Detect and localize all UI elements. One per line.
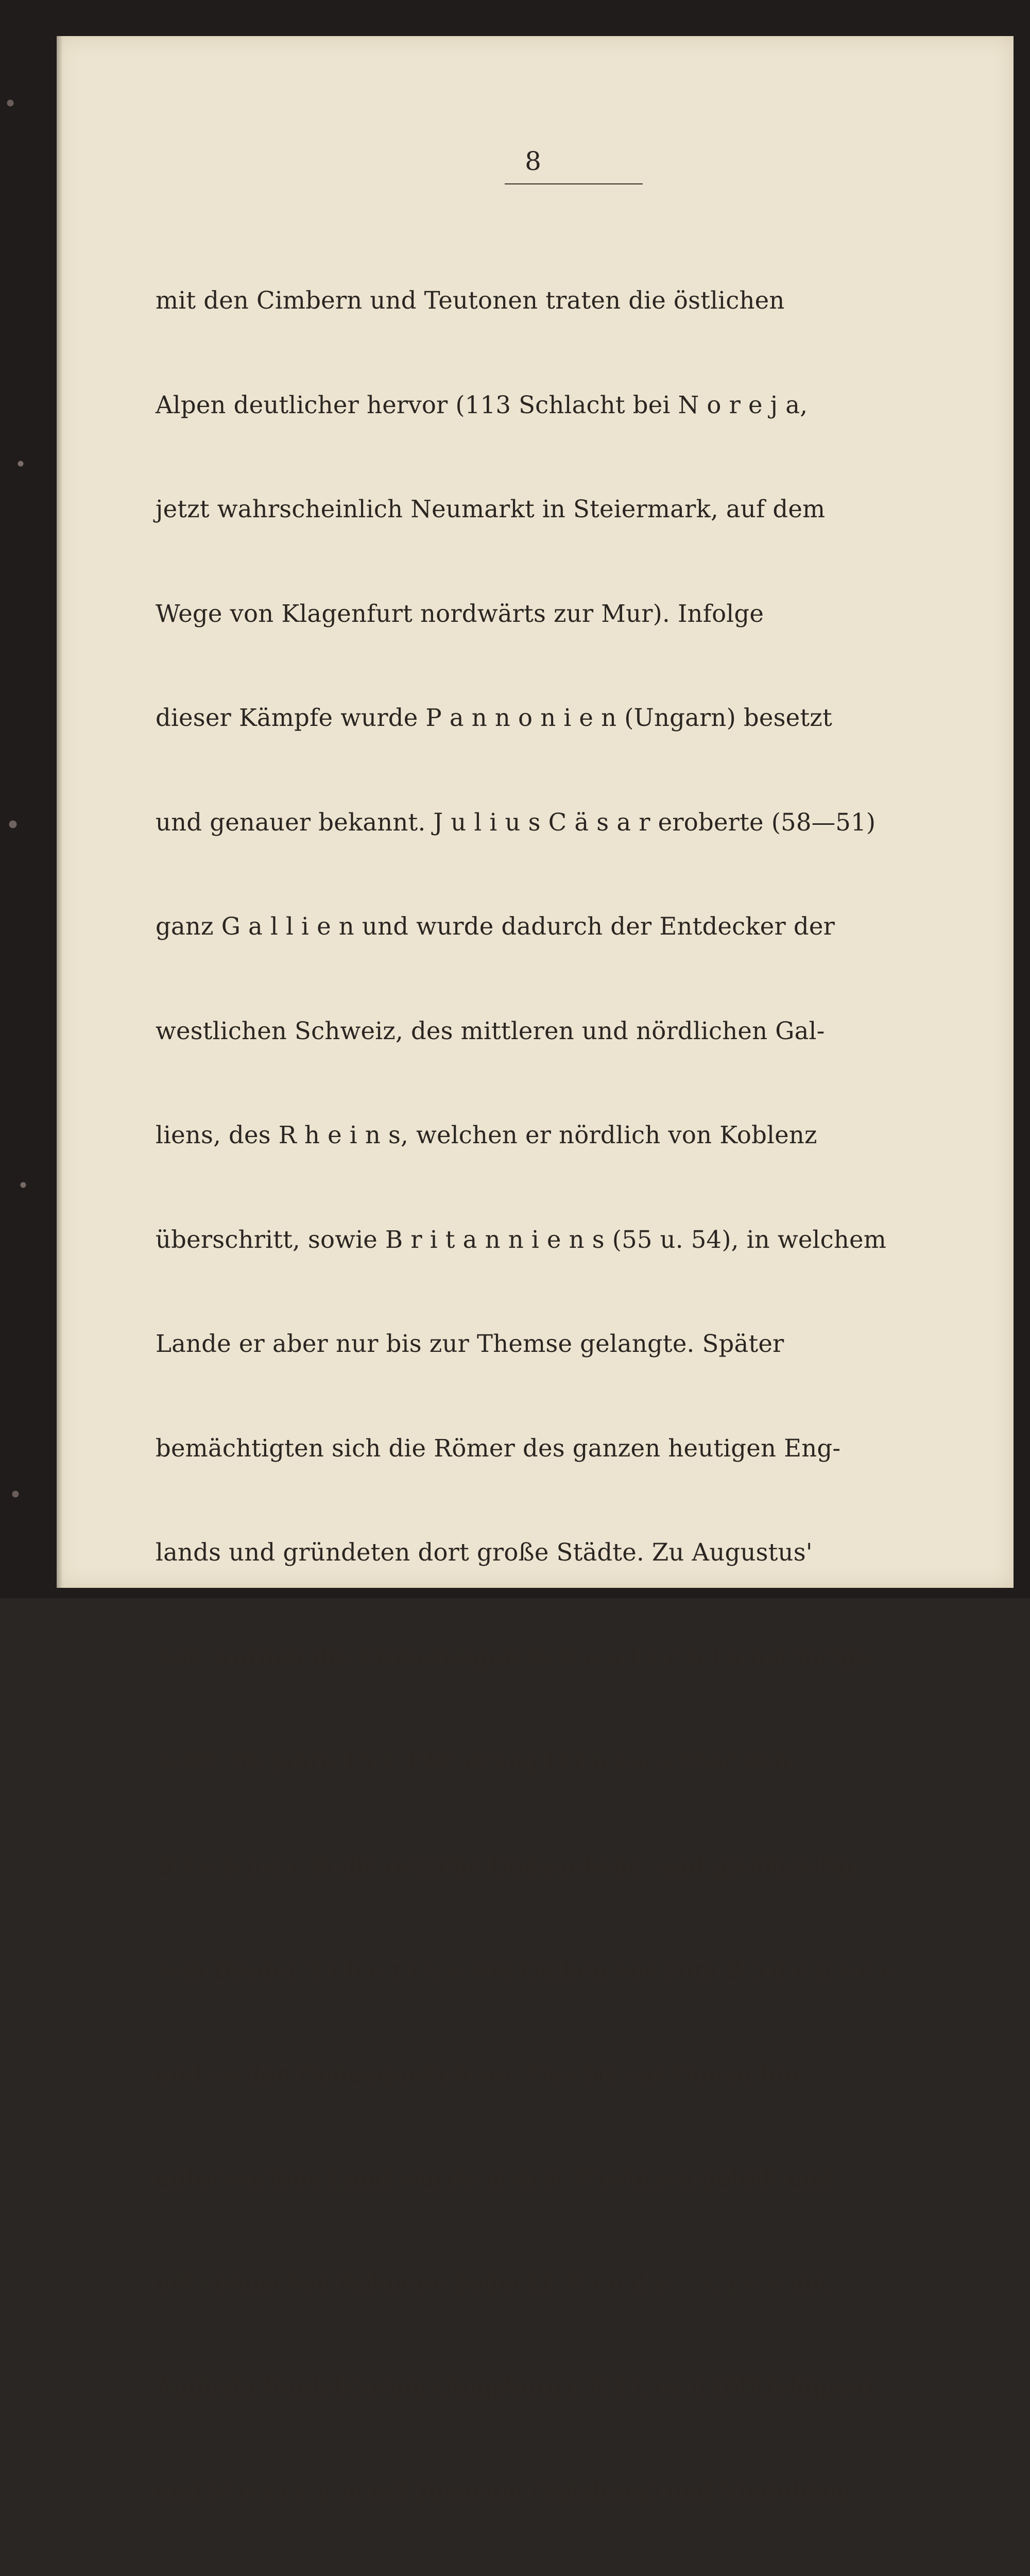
text-line: mit den Cimbern und Teutonen traten die östlichen: [156, 286, 785, 314]
page-number-text: 8: [525, 146, 541, 176]
text-line: mit römischen Kolonien bedeckt: V i n d e l i c i e n mit: [156, 2268, 830, 2297]
text-line: lands und gründeten dort große Städte. Zu Augustus': [156, 1538, 813, 1566]
text-line: westlichen Schweiz, des mittleren und nördlichen Gal-: [156, 1016, 825, 1045]
text-line: Zeit wurden die Eroberungen in D e u t s c h l a n d fortge-: [156, 1642, 879, 1671]
text-line: und N o r i c u m mit Juvavum (Salzburg) und Vindobŏna: [156, 2477, 852, 2505]
text-line: B r e n n e r in die östliche Donauebene, und gleichzeitig: [156, 1851, 854, 1879]
text-line: sein Bruder T i b e r i u s von Gallien aus zum B o d e n s e e: [156, 1956, 897, 1984]
text-line: liens, des R h e i n s, welchen er nördlich von Koblenz: [156, 1121, 817, 1149]
text-line: Alpen deutlicher hervor (113 Schlacht bei N o r e j a,: [156, 391, 808, 419]
header-rule: [505, 183, 643, 184]
text-line: jetzt wahrscheinlich Neumarkt in Steiermark, auf dem: [156, 495, 826, 523]
text-line: überschritt, sowie B r i t a n n i e n s (55 u. 54), in welchem: [156, 1225, 887, 1253]
body-text: [156, 214, 928, 2576]
text-line: Wege von Klagenfurt nordwärts zur Mur). Infolge: [156, 599, 764, 628]
text-line: Augusta Vindelicorum (Augsburg), R ä t i e n (Mittelalpen): [156, 2373, 874, 2401]
text-line: und genauer bekannt. J u l i u s C ä s a r eroberte (58—51): [156, 808, 876, 836]
text-line: bemächtigten sich die Römer des ganzen heutigen Eng-: [156, 1434, 841, 1462]
text-line: unterworfene Land wurde in drei Provinzen geteilt und: [156, 2164, 834, 2192]
text-line: und zu den Donauquellen vor. Das bis zur Donau hin: [156, 2060, 799, 2088]
text-line: setzt. Im Jahre 15 v. Chr. drang D r u s u s über den: [156, 1747, 789, 1775]
text-line: ganz G a l l i e n und wurde dadurch der Entdecker der: [156, 912, 835, 940]
text-line: Lande er aber nur bis zur Themse gelangte. Später: [156, 1330, 784, 1358]
text-line: dieser Kämpfe wurde P a n n o n i e n (Ungarn) besetzt: [156, 704, 832, 732]
page-number: [57, 148, 1014, 174]
